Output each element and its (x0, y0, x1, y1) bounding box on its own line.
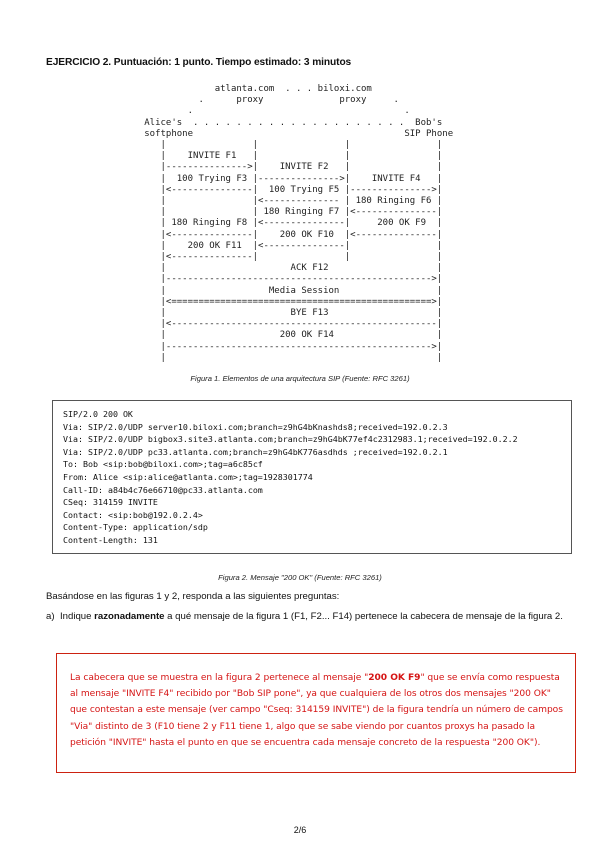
figure2-caption: Figura 2. Mensaje "200 OK" (Fuente: RFC 3261) (218, 573, 382, 582)
sip-header-line: To: Bob <sip:bob@biloxi.com>;tag=a6c85cf (63, 459, 263, 470)
diagram-line: | 200 OK F11 |<---------------| | (128, 240, 443, 251)
sip-header-line: Via: SIP/2.0/UDP bigbox3.site3.atlanta.com;branch=z9hG4bK77ef4c2312983.1;received=192.0.2.2 (63, 434, 518, 445)
sip-header-line: Call-ID: a84b4c76e66710@pc33.atlanta.com (63, 484, 263, 495)
diagram-line: |------------------------------------------------->| (128, 274, 443, 285)
diagram-line: |--------------->| INVITE F2 | | (128, 162, 443, 173)
diagram-line: | BYE F13 | (128, 308, 443, 318)
diagram-line: |<-------------------------------------------------| (128, 319, 443, 330)
sip-call-flow-diagram (0, 84, 600, 369)
sip-message-box (52, 400, 572, 554)
intro-text: Basándose en las figuras 1 y 2, responda a las siguientes preguntas: (46, 591, 340, 602)
diagram-line: | |<-------------- | 180 Ringing F6 | (128, 196, 443, 206)
diagram-line: . . (128, 106, 410, 117)
sip-header-line: SIP/2.0 200 OK (63, 409, 133, 419)
sip-header-line: Contact: <sip:bob@192.0.2.4> (63, 509, 203, 520)
diagram-line: | | | | (128, 140, 443, 150)
question-label: a) (46, 611, 55, 622)
diagram-line: |------------------------------------------------->| (128, 341, 443, 352)
diagram-line: atlanta.com . . . biloxi.com (128, 84, 372, 94)
diagram-line: |<---------------| 100 Trying F5 |--------------->| (128, 184, 443, 195)
answer-text: La cabecera que se muestra en la figura 2 pertenece al mensaje "200 OK F9" que se envía como respuesta al mensaje "INVITE F4" recibido por "Bob SIP pone", ya que cualquiera de los otros dos mensajes "200 OK" que contestan a este mensaje (ver campo "Cseq: 314159 INVITE") de la figura tendría un número de campos "Via" distinto de 3 (F10 tiene 2 y F11 tiene 1, algo que se sabe viendo por cuantos proxys ha pasado la petición "INVITE" hasta el punto en que se encuentra cada mensaje concreto de la respuesta "200 OK"). (70, 673, 563, 748)
exercise-heading: EJERCICIO 2. Puntuación: 1 punto. Tiempo estimado: 3 minutos (46, 57, 352, 68)
diagram-line: | 180 Ringing F8 |<---------------| 200 OK F9 | (128, 218, 443, 229)
diagram-line: softphone SIP Phone (128, 128, 454, 139)
diagram-line: . proxy proxy . (128, 95, 399, 106)
diagram-line: |<---------------| | | (128, 252, 443, 262)
figure1-caption: Figura 1. Elementos de una arquitectura SIP (Fuente: RFC 3261) (190, 374, 410, 383)
diagram-line: | | (128, 352, 443, 363)
question-a (46, 611, 576, 624)
diagram-line: | ACK F12 | (128, 263, 443, 274)
sip-header-line: Content-Type: application/sdp (63, 522, 208, 533)
sip-header-line: CSeq: 314159 INVITE (63, 497, 158, 508)
sip-header-line: From: Alice <sip:alice@atlanta.com>;tag=1928301774 (63, 472, 313, 482)
page-number: 2/6 (293, 825, 307, 835)
diagram-line: |<---------------| 200 OK F10 |<---------------| (128, 229, 443, 240)
sip-header-line: Via: SIP/2.0/UDP pc33.atlanta.com;branch=z9hG4bK776asdhds ;received=192.0.2.1 (63, 446, 448, 457)
sip-header-line: Via: SIP/2.0/UDP server10.biloxi.com;branch=z9hG4bKnashds8;received=192.0.2.3 (63, 421, 448, 432)
sip-header-line: Content-Length: 131 (63, 535, 158, 545)
diagram-line: | Media Session | (128, 285, 443, 296)
diagram-line: | INVITE F1 | | | (128, 151, 443, 162)
diagram-line: Alice's . . . . . . . . . . . . . . . . . . . . Bob's (128, 117, 443, 128)
diagram-line: | 200 OK F14 | (128, 330, 443, 341)
question-text: Indique razonadamente a qué mensaje de la figura 1 (F1, F2... F14) pertenece la cabecera de mensaje de la figura 2. (60, 611, 563, 622)
diagram-line: | | 180 Ringing F7 |<---------------| (128, 207, 443, 218)
diagram-line: | 100 Trying F3 |--------------->| INVITE F4 | (128, 173, 443, 184)
answer-box (56, 653, 576, 773)
diagram-line: |<================================================>| (128, 296, 443, 307)
